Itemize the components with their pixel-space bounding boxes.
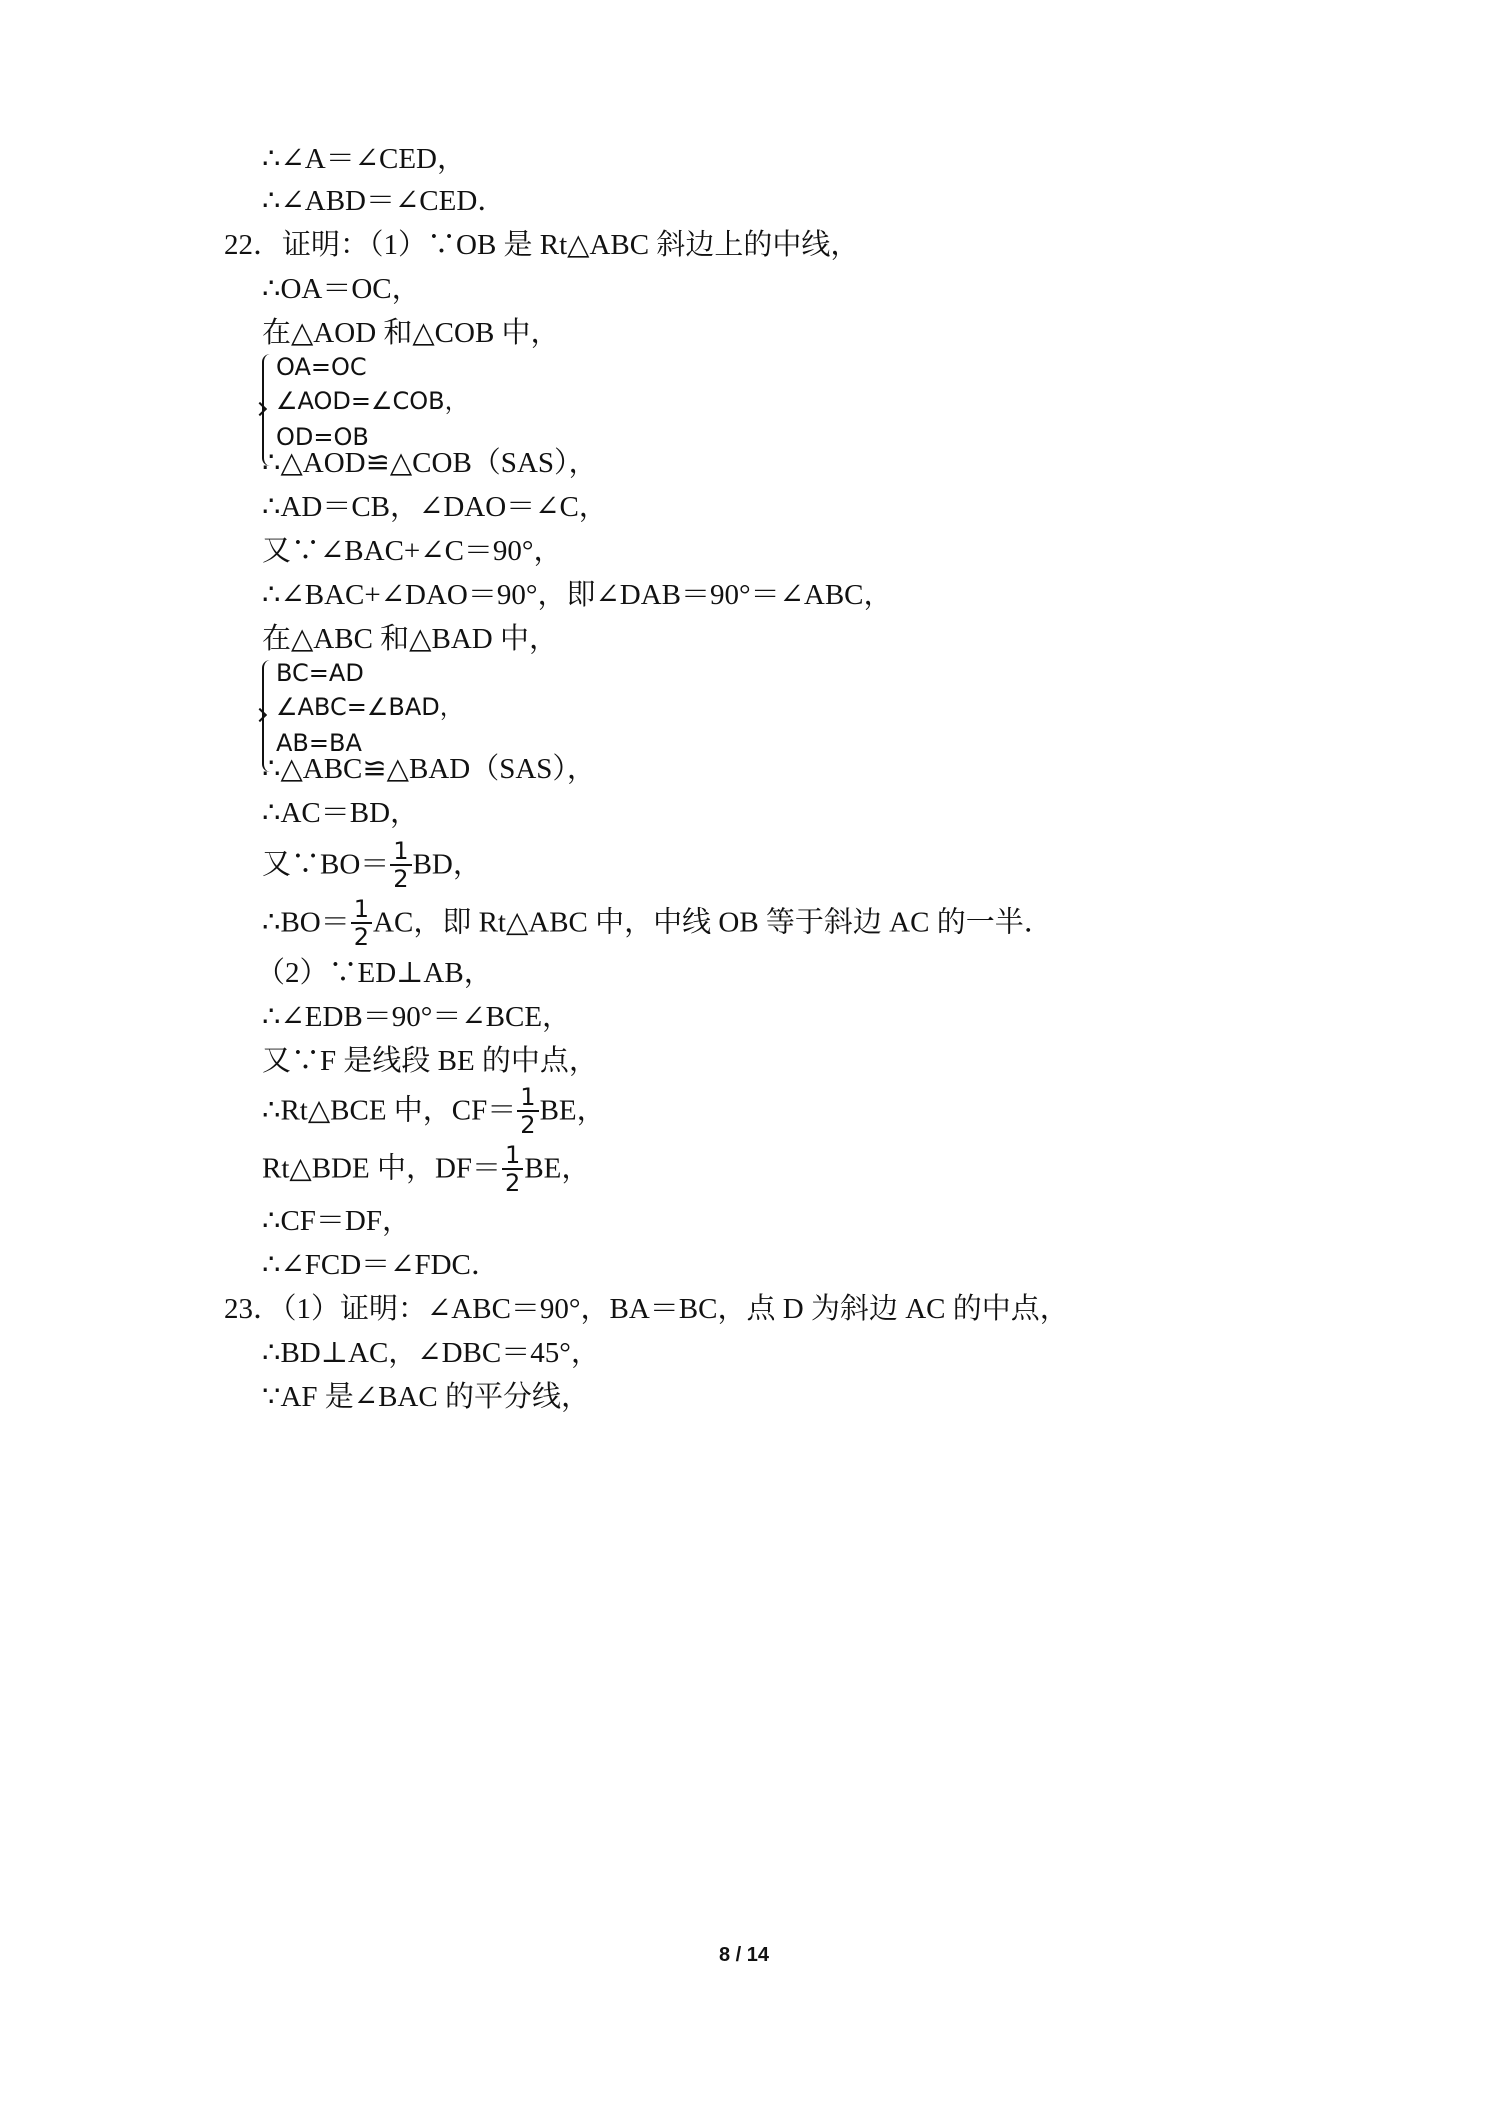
fraction-line [262, 1141, 591, 1198]
text-segment: BE， [539, 1094, 606, 1127]
fraction-line [262, 1083, 606, 1140]
text-segment: BD， [412, 848, 482, 881]
fraction-denominator: 2 [353, 923, 370, 951]
text-segment: Rt△BDE 中，DF＝ [262, 1152, 502, 1185]
text-line: ∴△AOD≌△COB（SAS）， [262, 447, 598, 479]
text-line: ∵AF 是∠BAC 的平分线， [262, 1381, 590, 1413]
fraction-line [262, 895, 1053, 952]
text-line: ∴∠EDB＝90°＝∠BCE， [262, 1001, 572, 1033]
fraction-one-half [351, 896, 372, 950]
problem-23-heading: 23．（1）证明：∠ABC＝90°，BA＝BC，点 D 为斜边 AC 的中点， [224, 1293, 1069, 1325]
fraction-denominator: 2 [505, 1169, 521, 1197]
text-line: ∴△ABC≌△BAD（SAS）， [262, 753, 596, 785]
text-line: ∴CF＝DF， [262, 1205, 411, 1237]
equation-row: OA=OC [276, 353, 367, 381]
text-line: 又∵∠BAC+∠C＝90°， [262, 535, 563, 567]
equation-row: ∠AOD=∠COB， [276, 387, 469, 415]
text-line: ∴∠FCD＝∠FDC． [262, 1249, 500, 1281]
text-line: （2）∵ED⊥AB， [256, 957, 493, 989]
fraction-numerator: 1 [517, 1084, 538, 1112]
fraction-numerator: 1 [351, 896, 372, 924]
text-line: ∴AD＝CB，∠DAO＝∠C， [262, 491, 608, 523]
fraction-one-half [502, 1142, 523, 1196]
fraction-numerator: 1 [502, 1142, 523, 1170]
equation-row: ∠ABC=∠BAD， [276, 693, 464, 721]
page-number: 8 / 14 [718, 1944, 770, 1966]
equation-row: AB=BA [276, 729, 362, 757]
text-line: ∴∠A＝∠CED， [262, 143, 466, 175]
fraction-denominator: 2 [393, 865, 409, 893]
text-line: ∴BD⊥AC，∠DBC＝45°， [262, 1337, 600, 1369]
text-line: 又∵F 是线段 BE 的中点， [262, 1045, 598, 1077]
text-line: ∴AC＝BD， [262, 797, 420, 829]
equation-row: OD=OB [276, 423, 369, 451]
text-segment: BE， [524, 1152, 591, 1185]
text-segment: 又∵BO＝ [262, 848, 390, 881]
fraction-one-half [517, 1084, 538, 1138]
equation-row: BC=AD [276, 659, 364, 687]
text-line: 在△AOD 和△COB 中， [262, 317, 560, 349]
text-segment: AC，即 Rt△ABC 中，中线 OB 等于斜边 AC 的一半． [373, 906, 1053, 939]
fraction-one-half [390, 838, 411, 892]
text-line: 在△ABC 和△BAD 中， [262, 623, 558, 655]
fraction-numerator: 1 [390, 838, 411, 866]
problem-22-heading: 22．证明：（1）∵OB 是 Rt△ABC 斜边上的中线， [224, 229, 860, 261]
fraction-line [262, 837, 482, 894]
text-segment: ∴BO＝ [262, 906, 350, 939]
text-line: ∴∠ABD＝∠CED． [262, 185, 507, 217]
text-line: ∴OA＝OC， [262, 273, 421, 305]
text-segment: ∴Rt△BCE 中，CF＝ [262, 1094, 517, 1127]
text-line: ∴∠BAC+∠DAO＝90°，即∠DAB＝90°＝∠ABC， [262, 579, 893, 611]
fraction-denominator: 2 [520, 1111, 536, 1139]
